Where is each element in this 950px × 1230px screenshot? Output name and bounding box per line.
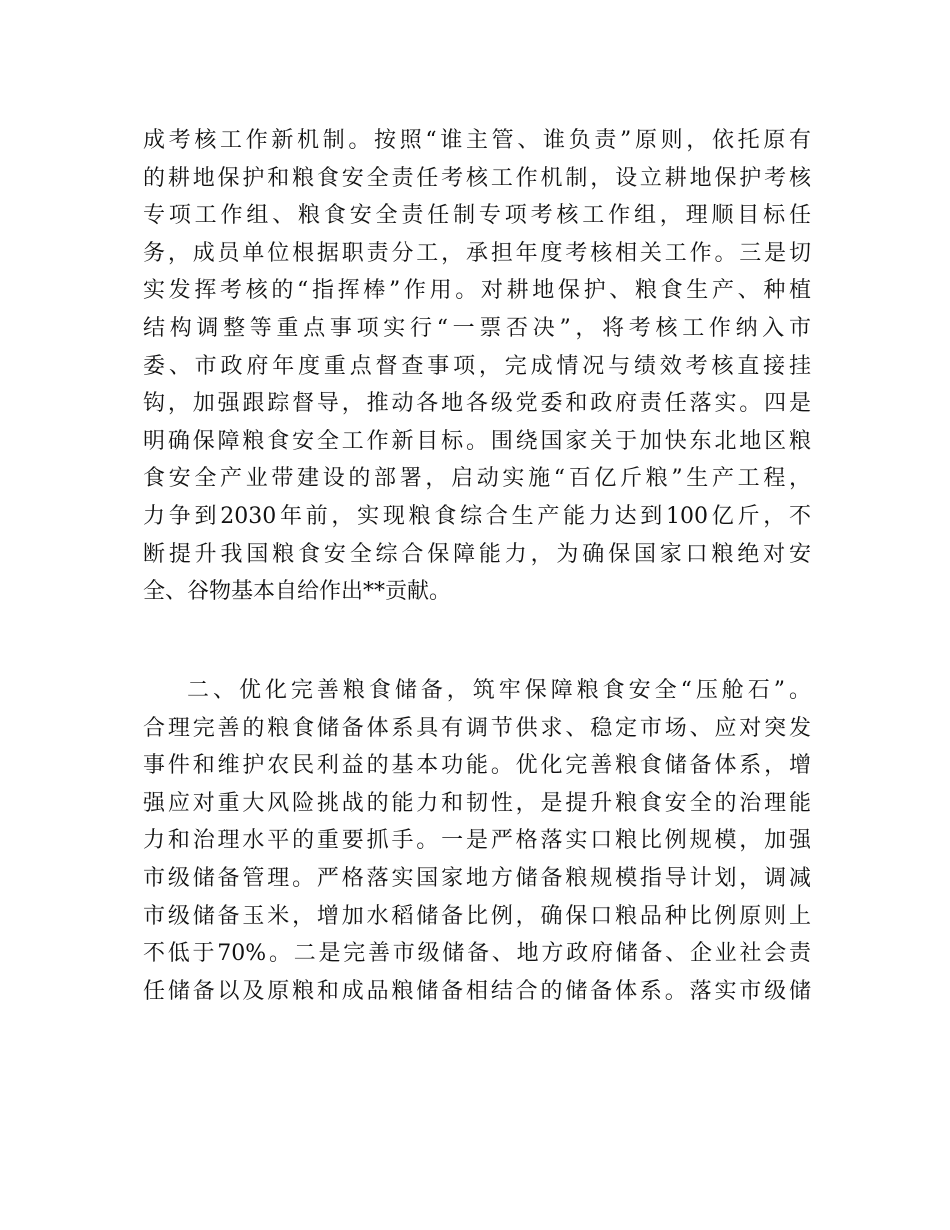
text-line: 事件和维护农民利益的基本功能。优化完善粮食储备体系，增 [143, 753, 811, 779]
text-line: 全、谷物基本自给作出**贡献。 [143, 579, 452, 605]
text-line: 断提升我国粮食安全综合保障能力，为确保国家口粮绝对安 [143, 541, 811, 567]
text-line: 的耕地保护和粮食安全责任考核工作机制，设立耕地保护考核 [143, 165, 811, 191]
text-line: 委、市政府年度重点督查事项，完成情况与绩效考核直接挂 [143, 353, 811, 379]
text-line: 务，成员单位根据职责分工，承担年度考核相关工作。三是切 [143, 240, 811, 266]
text-line: 市级储备管理。严格落实国家地方储备粮规模指导计划，调减 [143, 865, 811, 891]
text-line: 强应对重大风险挑战的能力和韧性，是提升粮食安全的治理能 [143, 790, 811, 816]
paragraph-1 [143, 122, 811, 611]
text-line: 成考核工作新机制。按照“谁主管、谁负责”原则，依托原有 [143, 128, 811, 153]
text-line: 结构调整等重点事项实行“一票否决”，将考核工作纳入市 [143, 315, 811, 341]
text-line: 任储备以及原粮和成品粮储备相结合的储备体系。落实市级储 [143, 978, 811, 1004]
text-line: 市级储备玉米，增加水稻储备比例，确保口粮品种比例原则上 [143, 903, 811, 929]
text-line: 食安全产业带建设的部署，启动实施“百亿斤粮”生产工程， [143, 466, 811, 492]
text-line: 钩，加强跟踪督导，推动各地各级党委和政府责任落实。四是 [143, 391, 811, 417]
paragraph-2 [143, 672, 811, 1010]
text-line: 专项工作组、粮食安全责任制专项考核工作组，理顺目标任 [143, 203, 811, 229]
text-line: 力和治理水平的重要抓手。一是严格落实口粮比例规模，加强 [143, 828, 811, 854]
text-line: 力争到2030年前，实现粮食综合生产能力达到100亿斤，不 [143, 503, 811, 529]
text-line: 不低于70%。二是完善市级储备、地方政府储备、企业社会责 [143, 941, 811, 967]
text-line: 明确保障粮食安全工作新目标。围绕国家关于加快东北地区粮 [143, 428, 811, 454]
section-heading-line: 二、优化完善粮食储备，筑牢保障粮食安全“压舱石”。 [187, 678, 811, 703]
text-line: 实发挥考核的“指挥棒”作用。对耕地保护、粮食生产、种植 [143, 278, 811, 304]
text-line: 合理完善的粮食储备体系具有调节供求、稳定市场、应对突发 [143, 715, 811, 741]
